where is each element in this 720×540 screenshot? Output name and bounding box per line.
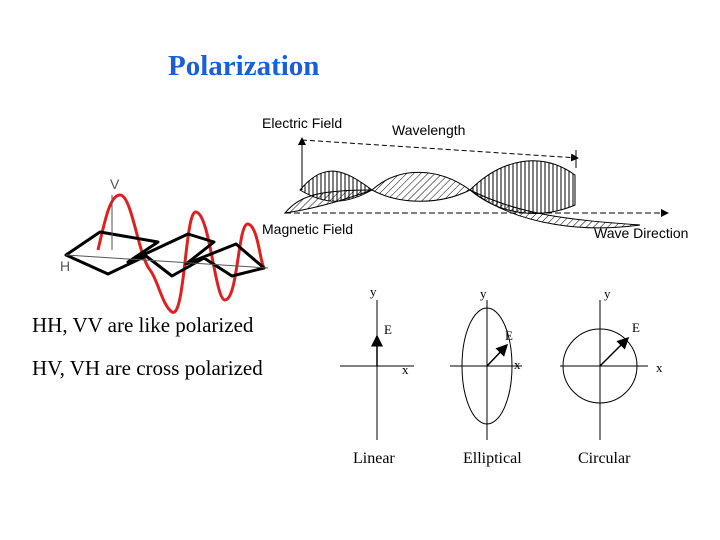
h-label: H [60, 258, 71, 274]
circular-x-label: x [656, 360, 663, 375]
elliptical-x-label: x [514, 357, 521, 372]
h-wave [66, 232, 264, 276]
circular-caption: Circular [578, 450, 631, 467]
elliptical-e-label: E [505, 328, 513, 343]
circular-e-label: E [632, 320, 640, 335]
magnetic-field-lobe-2 [372, 172, 470, 201]
like-polarized-text: HH, VV are like polarized [32, 313, 254, 337]
magnetic-field-label: Magnetic Field [262, 221, 354, 237]
wave-direction-label: Wave Direction [594, 225, 689, 241]
elliptical-e-arrow [487, 345, 507, 366]
cross-polarized-text: HV, VH are cross polarized [32, 356, 263, 380]
magnetic-field-lobe-1 [285, 190, 372, 213]
electric-field-lobe-3 [470, 161, 575, 214]
circular-e-arrow [600, 338, 628, 366]
v-label: V [110, 176, 120, 192]
linear-caption: Linear [353, 450, 395, 467]
wavelength-label: Wavelength [392, 122, 466, 138]
linear-x-label: x [402, 362, 409, 377]
elliptical-y-label: y [480, 286, 487, 301]
linear-y-label: y [370, 284, 377, 299]
page-title: Polarization [168, 50, 320, 82]
elliptical-caption: Elliptical [463, 450, 522, 467]
linear-e-label: E [384, 322, 392, 337]
wavelength-arrow [302, 140, 578, 158]
v-wave [98, 195, 264, 312]
circular-y-label: y [604, 286, 611, 301]
electric-field-label: Electric Field [262, 115, 343, 131]
